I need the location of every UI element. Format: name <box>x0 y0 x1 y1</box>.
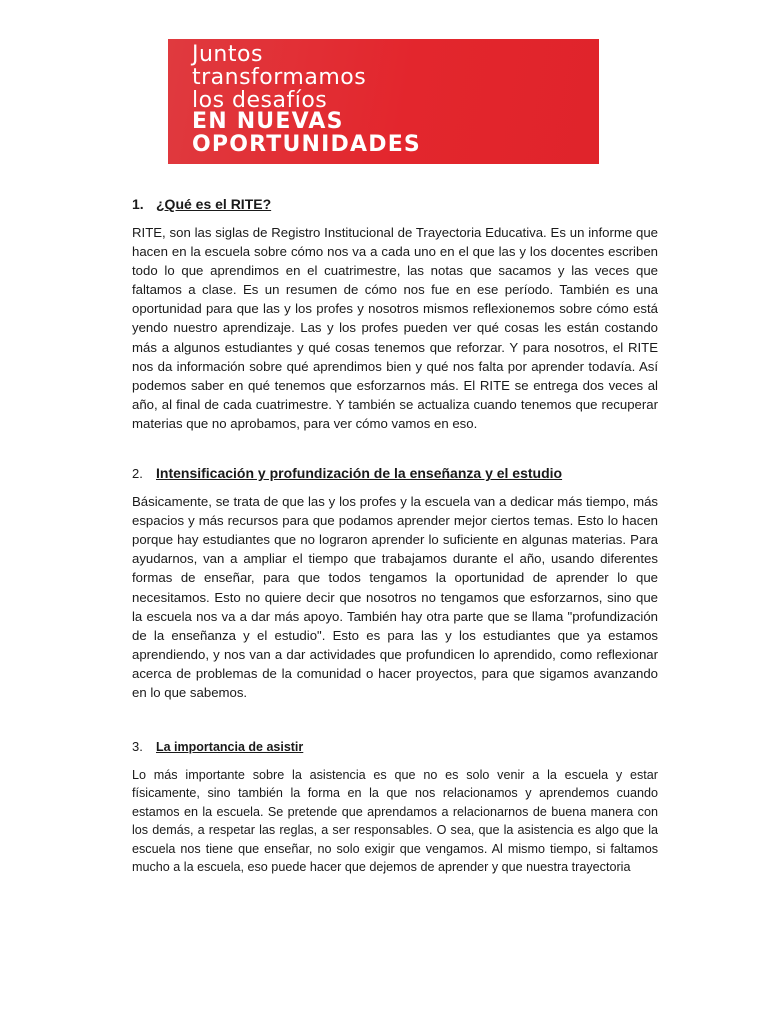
document-body <box>132 195 658 877</box>
section-2-paragraph: Básicamente, se trata de que las y los profes y la escuela van a dedicar más tiempo, más espacios y más recursos para que podamos aprender mejor ciertos temas. Esto lo hacen porque hay estudiantes que no lograron aprender lo suficiente en algunas materias. Para ayudarnos, van a ampliar el tiempo que trabajamos durante el año, usando diferentes formas de enseñar, para que todos tengamos la oportunidad de aprender lo que necesitamos. Esto no quiere decir que nosotros no tengamos que esforzarnos, sino que la escuela nos va a dar más apoyo. También hay otra parte que se llama "profundización de la enseñanza y el estudio". Esto es para las y los estudiantes que ya estamos aprendiendo, y nos van a dar actividades que profundicen lo aprendido, como reflexionar acerca de problemas de la comunidad o hacer proyectos, para que sigamos avanzando en lo que sabemos. <box>132 494 658 700</box>
section-1-number: 1. <box>132 196 144 212</box>
section-2-heading <box>132 464 658 483</box>
section-2-number: 2. <box>132 466 143 482</box>
section-2-title: Intensificación y profundización de la enseñanza y el estudio <box>156 465 563 482</box>
banner-line-2: transformamos <box>192 65 367 90</box>
section-3-heading <box>132 737 658 757</box>
header-banner <box>168 39 599 164</box>
section-3-number: 3. <box>132 739 143 755</box>
section-1-heading <box>132 195 658 214</box>
banner-line-3: los desafíos <box>192 88 328 113</box>
section-1-title: ¿Qué es el RITE? <box>156 196 272 212</box>
banner-line-5: OPORTUNIDADES <box>192 132 421 157</box>
section-3-title: La importancia de asistir <box>156 740 304 755</box>
banner-line-1: Juntos <box>192 42 263 67</box>
section-1-paragraph: RITE, son las siglas de Registro Institucional de Trayectoria Educativa. Es un informe que hacen en la escuela sobre cómo nos va a cada uno en el que las y los docentes escriben todo lo que aprendimos en el cuatrimestre, las notas que sacamos y las veces que faltamos a clase. Es un resumen de cómo nos fue en ese período. También es una oportunidad para que las y los profes y nosotros mismos reflexionemos sobre cómo está yendo nuestro aprendizaje. Las y los profes pueden ver qué cosas les están costando más a algunos estudiantes y qué cosas tenemos que reforzar. Y para nosotros, el RITE nos da información sobre qué aprendimos bien y qué nos falta por aprender todavía. Así podemos saber en qué tenemos que esforzarnos más. El RITE se entrega dos veces al año, al final de cada cuatrimestre. Y también se actualiza cuando tenemos que recuperar materias que no aprobamos, para ver cómo vamos en eso. <box>132 225 658 431</box>
banner-line-4: EN NUEVAS <box>192 109 344 134</box>
section-3-paragraph: Lo más importante sobre la asistencia es que no es solo venir a la escuela y estar físicamente, sino también la forma en la que nos relacionamos y aprendemos cuando estamos en la escuela. Se pretende que aprendamos a relacionarnos de buena manera con los demás, a respetar las reglas, a ser responsables. O sea, que la asistencia es algo que la escuela nos tiene que enseñar, no solo exigir que vengamos. Al mismo tiempo, si faltamos mucho a la escuela, eso puede hacer que dejemos de aprender y que nuestra trayectoria <box>132 768 658 875</box>
